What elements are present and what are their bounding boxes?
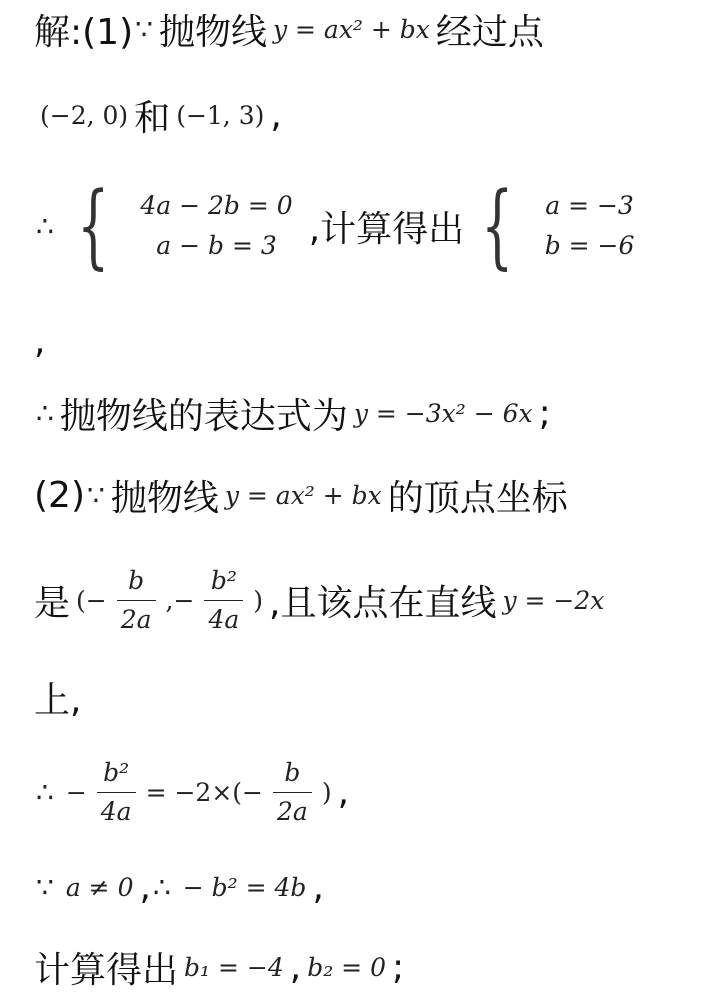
line-6 <box>34 472 568 518</box>
comma: , <box>289 946 302 988</box>
parabola-expression: y = −3x² − 6x <box>353 398 533 428</box>
text: 计算得出 <box>34 949 179 991</box>
equation-system-2 <box>545 186 635 266</box>
comma: , <box>312 866 324 908</box>
text: , <box>270 94 282 136</box>
text: 经过点 <box>435 11 544 53</box>
because-symbol: ∵ <box>87 478 105 512</box>
semicolon: ; <box>538 392 551 434</box>
condition: a ≠ 0 <box>65 872 134 902</box>
left-brace: { <box>77 172 110 279</box>
because-symbol: ∵ <box>36 870 54 904</box>
text: ,且该点在直线 <box>269 582 497 624</box>
denominator: 4a <box>97 792 136 827</box>
point-2: (−1, 3) <box>176 100 265 130</box>
equation-system-1 <box>140 186 292 266</box>
numerator: b² <box>210 565 237 595</box>
semicolon: ; <box>391 946 405 988</box>
text: 上, <box>34 679 82 721</box>
line-10 <box>34 864 324 910</box>
denominator: 2a <box>117 600 156 635</box>
because-symbol: ∵ <box>135 12 153 46</box>
text: 是 <box>34 582 71 624</box>
paren-open: (− <box>76 585 107 615</box>
equation: 4a − 2b = 0 <box>140 191 293 220</box>
fraction <box>117 566 156 635</box>
line-5 <box>34 390 551 436</box>
therefore-symbol: ∴ <box>36 775 54 809</box>
solution-1: b₁ = −4 <box>184 952 284 982</box>
comma: , <box>34 320 46 362</box>
line-9 <box>34 752 349 832</box>
equation-middle: = −2×(− <box>145 777 263 807</box>
equation: a − b = 3 <box>156 231 277 260</box>
line-equation: y = −2x <box>502 585 605 615</box>
text: ,计算得出 <box>308 208 465 250</box>
comma: , <box>337 771 350 813</box>
fraction <box>204 566 243 635</box>
fraction <box>273 758 312 827</box>
therefore-symbol: ∴ <box>36 396 54 430</box>
paren-close: ) <box>321 777 332 807</box>
text: 抛物线 <box>110 477 219 519</box>
comma: , <box>139 866 151 908</box>
equation: b = −6 <box>544 231 635 260</box>
line-7 <box>34 560 610 640</box>
parabola-equation: y = ax² + bx <box>224 480 382 510</box>
numerator: b <box>128 565 145 595</box>
text: 的顶点坐标 <box>387 477 568 519</box>
numerator: b <box>284 757 301 787</box>
point-1: (−2, 0) <box>40 100 129 130</box>
line-8 <box>34 674 81 720</box>
line-3 <box>34 172 650 279</box>
numerator: b² <box>103 757 130 787</box>
therefore-symbol: ∴ <box>152 870 171 904</box>
text: 抛物线的表达式为 <box>59 395 348 437</box>
text: 和 <box>134 97 171 139</box>
line-2 <box>34 92 282 138</box>
derived-equation: − b² = 4b <box>182 872 307 902</box>
denominator: 2a <box>273 792 312 827</box>
left-brace: { <box>481 172 514 279</box>
line-1 <box>34 6 544 52</box>
fraction <box>97 758 136 827</box>
denominator: 4a <box>204 600 243 635</box>
solution-2: b₂ = 0 <box>307 952 386 982</box>
text: 抛物线 <box>158 11 267 53</box>
equation: a = −3 <box>545 191 634 220</box>
parabola-equation: y = ax² + bx <box>272 14 430 44</box>
therefore-symbol: ∴ <box>36 209 54 243</box>
paren-close: ) <box>253 585 264 615</box>
separator: ,− <box>165 585 195 615</box>
line-11 <box>34 944 404 990</box>
line-4 <box>34 318 45 364</box>
step-label: 解:(1) <box>34 11 134 53</box>
minus-sign: − <box>65 777 87 807</box>
step-label: (2) <box>34 474 85 516</box>
